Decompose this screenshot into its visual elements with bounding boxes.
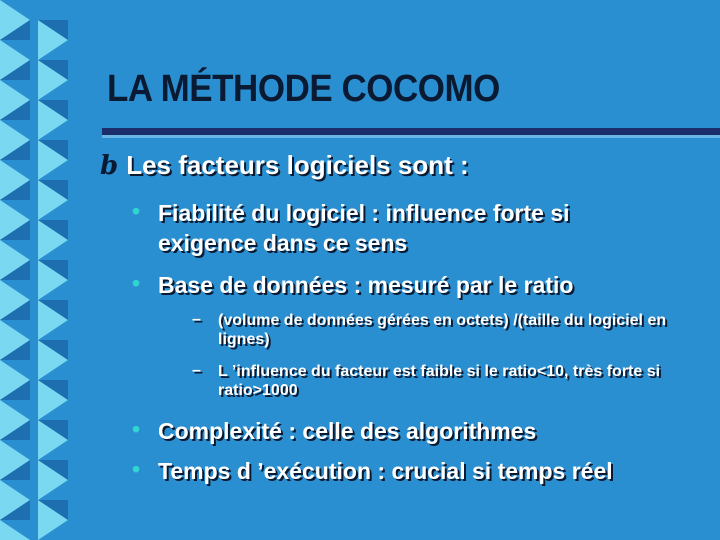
bullet-dot: • xyxy=(132,270,141,296)
bullet-dot: • xyxy=(132,416,141,442)
detail-item xyxy=(192,362,698,400)
sub-bullet-item xyxy=(132,456,638,486)
main-bullet-text: Les facteurs logiciels sont : xyxy=(126,150,469,180)
sub-bullet-text: Complexité : celle des algorithmes xyxy=(158,418,537,444)
sub-bullet-item xyxy=(132,270,638,300)
title-rule-main xyxy=(102,128,720,135)
sub-bullet-text: Fiabilité du logiciel : influence forte si exigence dans ce sens xyxy=(158,200,570,256)
detail-text: L ’influence du facteur est faible si le ratio<10, très forte si ratio>1000 xyxy=(218,363,661,399)
sub-bullet-item xyxy=(132,198,638,258)
title-rule-sub xyxy=(102,135,720,138)
main-bullet xyxy=(100,150,469,181)
bullet-dot: • xyxy=(132,198,141,224)
bullet-dot: • xyxy=(132,456,141,482)
border-triangle xyxy=(0,520,30,540)
detail-dash: – xyxy=(192,311,201,328)
detail-dash: – xyxy=(192,362,201,379)
detail-text: (volume de données gérées en octets) /(taille du logiciel en lignes) xyxy=(218,312,667,348)
sub-bullet-text: Base de données : mesuré par le ratio xyxy=(158,272,574,298)
decorative-left-border xyxy=(0,0,80,540)
slide-title: LA MÉTHODE COCOMO xyxy=(107,68,500,110)
title-underline xyxy=(102,128,720,142)
sub-bullet-item xyxy=(132,416,638,446)
main-bullet-marker: b xyxy=(100,150,119,181)
detail-item xyxy=(192,311,698,349)
sub-bullet-text: Temps d ’exécution : crucial si temps réel xyxy=(158,458,613,484)
